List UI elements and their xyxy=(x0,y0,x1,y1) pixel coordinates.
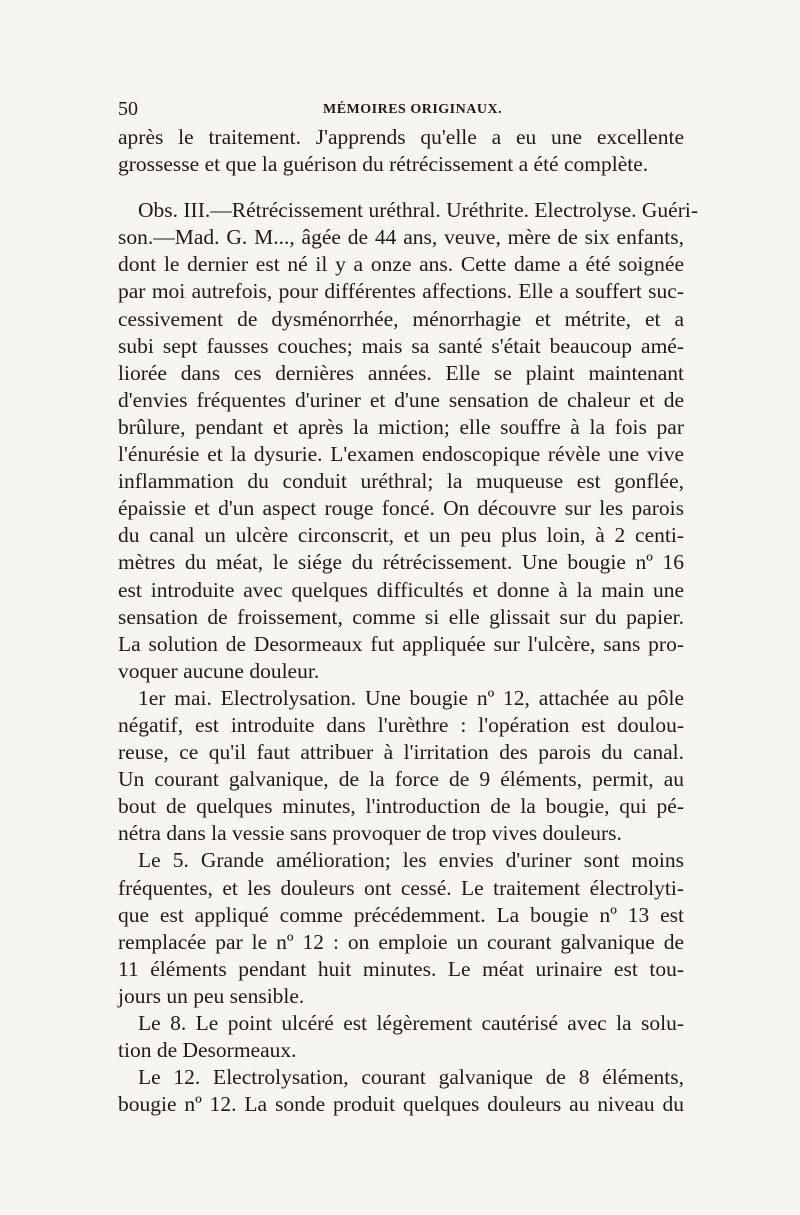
text-line: épaissie et d'un aspect rouge foncé. On découvre sur les parois xyxy=(118,496,684,521)
text-line: dont le dernier est né il y a onze ans. Cette dame a été soignée xyxy=(118,252,684,277)
text-line: fréquentes, et les douleurs ont cessé. Le traitement électrolyti- xyxy=(118,875,684,900)
text-line: La solution de Desormeaux fut appliquée sur l'ulcère, sans pro- xyxy=(118,631,684,656)
text-line: du canal un ulcère circonscrit, et un peu plus loin, à 2 centi- xyxy=(118,523,684,548)
page-number: 50 xyxy=(118,98,138,120)
text-line: remplacée par le nº 12 : on emploie un courant galvanique de xyxy=(118,929,684,954)
text-line: jours un peu sensible. xyxy=(118,983,305,1008)
text-line: nétra dans la vessie sans provoquer de trop vives douleurs. xyxy=(118,821,622,846)
text-line: subi sept fausses couches; mais sa santé s'était beaucoup amé- xyxy=(118,333,684,358)
text-line: voquer aucune douleur. xyxy=(118,658,320,683)
text-line: tion de Desormeaux. xyxy=(118,1038,297,1063)
text-line: Le 8. Le point ulcéré est légèrement cautérisé avec la solu- xyxy=(138,1011,684,1035)
text-line: brûlure, pendant et après la miction; elle souffre à la fois par xyxy=(118,414,684,439)
running-head xyxy=(118,98,684,124)
text-line: que est appliqué comme précédemment. La bougie nº 13 est xyxy=(118,902,684,927)
body-text xyxy=(118,124,698,1118)
text-line: sensation de froissement, comme si elle glissait sur du papier. xyxy=(118,604,684,629)
text-line: l'énurésie et la dysurie. L'examen endoscopique révèle une vive xyxy=(118,442,684,467)
text-line: Le 12. Electrolysation, courant galvanique de 8 éléments, xyxy=(138,1065,684,1090)
observation-heading-line: Obs. III.—Rétrécissement uréthral. Uréthrite. Electrolyse. Guéri- xyxy=(138,198,698,223)
paragraph-gap xyxy=(118,178,684,197)
text-line: par moi autrefois, pour différentes affections. Elle a souffert suc- xyxy=(118,279,684,304)
text-line: cessivement de dysménorrhée, ménorrhagie et métrite, et a xyxy=(118,306,684,331)
text-line: est introduite avec quelques difficultés et donne à la main une xyxy=(118,577,684,602)
text-line: grossesse et que la guérison du rétrécissement a été complète. xyxy=(118,152,649,177)
text-line: Un courant galvanique, de la force de 9 éléments, permit, au xyxy=(118,767,684,792)
text-line: d'envies fréquentes d'uriner et d'une sensation de chaleur et de xyxy=(118,387,684,412)
running-title: MÉMOIRES ORIGINAUX. xyxy=(323,102,503,117)
text-line: liorée dans ces dernières années. Elle se plaint maintenant xyxy=(118,360,684,385)
text-line: bout de quelques minutes, l'introduction de la bougie, qui pé- xyxy=(118,794,684,819)
text-line: négatif, est introduite dans l'urèthre : l'opération est doulou- xyxy=(118,712,684,737)
text-line: 1er mai. Electrolysation. Une bougie nº 12, attachée au pôle xyxy=(138,685,684,710)
text-line: mètres du méat, le siége du rétrécissement. Une bougie nº 16 xyxy=(118,550,684,575)
text-line: inflammation du conduit uréthral; la muqueuse est gonflée, xyxy=(118,469,684,494)
text-line: son.—Mad. G. M..., âgée de 44 ans, veuve, mère de six enfants, xyxy=(118,225,684,250)
text-line: Le 5. Grande amélioration; les envies d'uriner sont moins xyxy=(138,848,684,873)
text-line: bougie nº 12. La sonde produit quelques douleurs au niveau du xyxy=(118,1092,684,1117)
text-line: 11 éléments pendant huit minutes. Le méat urinaire est tou- xyxy=(118,956,684,981)
text-line: après le traitement. J'apprends qu'elle a eu une excellente xyxy=(118,125,684,149)
text-line: reuse, ce qu'il faut attribuer à l'irritation des parois du canal. xyxy=(118,740,684,765)
